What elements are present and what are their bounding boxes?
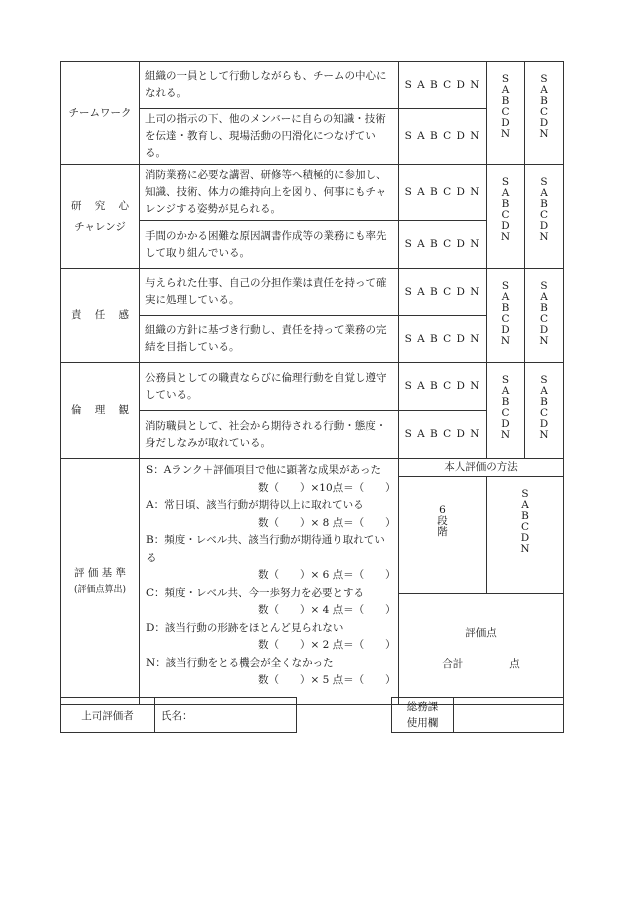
self-eval-method-title: 本人評価の方法 xyxy=(399,459,564,477)
rating-letter: C xyxy=(501,313,510,325)
final-rating-scale[interactable] xyxy=(525,269,564,363)
rating-letter: A xyxy=(521,499,529,511)
rating-letter: A xyxy=(540,385,548,397)
item-description: 組織の方針に基づき行動し、責任を持って業務の完結を目指している。 xyxy=(140,316,399,363)
rating-letter: N xyxy=(539,335,549,347)
rating-letter: C xyxy=(539,106,549,118)
method-rating-scale xyxy=(487,477,564,594)
category-teamwork: チームワーク xyxy=(61,62,140,165)
rating-letter: B xyxy=(540,302,548,314)
rating-letter: B xyxy=(501,95,510,107)
final-rating-scale[interactable] xyxy=(525,62,564,165)
score-total: 合計 点 xyxy=(442,658,520,670)
rating-letter: D xyxy=(520,532,530,544)
rating-letter: A xyxy=(501,187,510,199)
rating-letter: A xyxy=(540,187,548,199)
self-rating-scale[interactable]: S A B C D N xyxy=(399,109,487,165)
rating-letter: N xyxy=(500,231,511,243)
rating-letter: D xyxy=(539,324,549,336)
rating-letter: D xyxy=(539,418,549,430)
rating-letter: B xyxy=(521,510,529,522)
rating-letter: D xyxy=(501,117,510,129)
supervisor-rating-scale[interactable] xyxy=(487,165,525,269)
rating-letter: N xyxy=(500,429,511,441)
rating-letter: D xyxy=(539,117,549,129)
category-responsibility: 責 任 感 xyxy=(61,269,140,363)
score-box[interactable] xyxy=(399,594,564,705)
item-description: 組織の一員として行動しながらも、チームの中心になれる。 xyxy=(140,62,399,109)
self-rating-scale[interactable]: S A B C D N xyxy=(399,316,487,363)
rating-letter: C xyxy=(501,407,510,419)
rating-letter: A xyxy=(501,385,510,397)
category-research-challenge: 研 究 心 チャレンジ xyxy=(61,165,140,269)
rating-letter: B xyxy=(501,198,510,210)
supervisor-rating-scale[interactable] xyxy=(487,363,525,459)
rating-letter: S xyxy=(501,280,510,292)
rating-letter: N xyxy=(539,429,549,441)
rating-letter: N xyxy=(539,231,549,243)
rating-letter: A xyxy=(501,84,510,96)
rating-letter: C xyxy=(539,313,549,325)
category-ethics: 倫 理 観 xyxy=(61,363,140,459)
rating-letter: C xyxy=(539,407,549,419)
supervisor-rating-scale[interactable] xyxy=(487,269,525,363)
rating-letter: S xyxy=(540,176,548,188)
rating-letter: N xyxy=(500,128,511,140)
final-rating-scale[interactable] xyxy=(525,363,564,459)
self-rating-scale[interactable]: S A B C D N xyxy=(399,62,487,109)
rating-letter: S xyxy=(540,374,548,386)
rating-letter: A xyxy=(501,291,510,303)
criteria-list: S：Aランク＋評価項目で他に顕著な成果があった 数（ ）×10点＝（ ） A：常日頃、該当行動が期待以上に取れている 数（ ）× 8 点＝（ ） B：頻度・レベル共、該当行動が期待通り取れてい る 数（ ）× 6 点＝（ ） C：頻度・レベル共、今一歩努力を必要とする 数（ ）× 4 点＝（ ） D：該当行動の形跡をほとんど見られない 数（ ）× 2 点＝（ ） N：該当行動をとる機会が全くなかった 数（ ）× 5 点＝（ ） xyxy=(140,459,399,705)
rating-letter: B xyxy=(501,396,510,408)
rating-letter: D xyxy=(501,418,510,430)
rating-letter: D xyxy=(539,220,549,232)
self-rating-scale[interactable]: S A B C D N xyxy=(399,411,487,459)
final-rating-scale[interactable] xyxy=(525,165,564,269)
rating-letter: C xyxy=(520,521,530,533)
rating-letter: S xyxy=(501,176,510,188)
rating-letter: N xyxy=(539,128,549,140)
item-description: 上司の指示の下、他のメンバーに自らの知識・技術を伝達・教育し、現場活動の円滑化につなげている。 xyxy=(140,109,399,165)
rating-letter: N xyxy=(500,335,511,347)
item-description: 消防業務に必要な講習、研修等へ積極的に参加し、知識、技術、体力の維持向上を図り、何事にもチャレンジする姿勢が見られる。 xyxy=(140,165,399,221)
item-description: 公務員としての職責ならびに倫理行動を自覚し遵守している。 xyxy=(140,363,399,411)
score-title: 評価点 xyxy=(465,627,497,639)
supervisor-rating-scale[interactable] xyxy=(487,62,525,165)
rating-letter: S xyxy=(540,280,548,292)
self-rating-scale[interactable]: S A B C D N xyxy=(399,165,487,221)
rating-letter: A xyxy=(540,84,548,96)
supervisor-name-field[interactable]: 氏名： xyxy=(155,698,297,733)
rating-letter: S xyxy=(521,488,529,500)
supervisor-signature xyxy=(60,697,297,733)
rating-letter: N xyxy=(520,543,530,555)
general-affairs-label: 総務課 使用欄 xyxy=(392,698,454,733)
rating-letter: C xyxy=(501,209,510,221)
self-rating-scale[interactable]: S A B C D N xyxy=(399,363,487,411)
rating-letter: B xyxy=(540,95,548,107)
rating-letter: S xyxy=(540,73,548,85)
rating-letter: D xyxy=(501,220,510,232)
rating-letter: S xyxy=(501,374,510,386)
self-rating-scale[interactable]: S A B C D N xyxy=(399,221,487,269)
item-description: 与えられた仕事、自己の分担作業は責任を持って確実に処理している。 xyxy=(140,269,399,316)
general-affairs-field[interactable] xyxy=(454,698,564,733)
rating-letter: D xyxy=(501,324,510,336)
supervisor-label: 上司評価者 xyxy=(61,698,155,733)
rating-letter: S xyxy=(501,73,510,85)
item-description: 消防職員として、社会から期待される行動・態度・身だしなみが取れている。 xyxy=(140,411,399,459)
rating-letter: A xyxy=(540,291,548,303)
rating-letter: B xyxy=(540,198,548,210)
item-description: 手間のかかる困難な原因調書作成等の業務にも率先して取り組んでいる。 xyxy=(140,221,399,269)
general-affairs-box xyxy=(391,697,564,733)
rating-letter: C xyxy=(539,209,549,221)
six-levels-label: 6 段 階 xyxy=(399,477,487,594)
criteria-label: 評 価 基 準 (評価点算出) xyxy=(61,459,140,705)
self-rating-scale[interactable]: S A B C D N xyxy=(399,269,487,316)
rating-letter: B xyxy=(501,302,510,314)
rating-letter: C xyxy=(501,106,510,118)
evaluation-table xyxy=(60,61,564,705)
rating-letter: B xyxy=(540,396,548,408)
